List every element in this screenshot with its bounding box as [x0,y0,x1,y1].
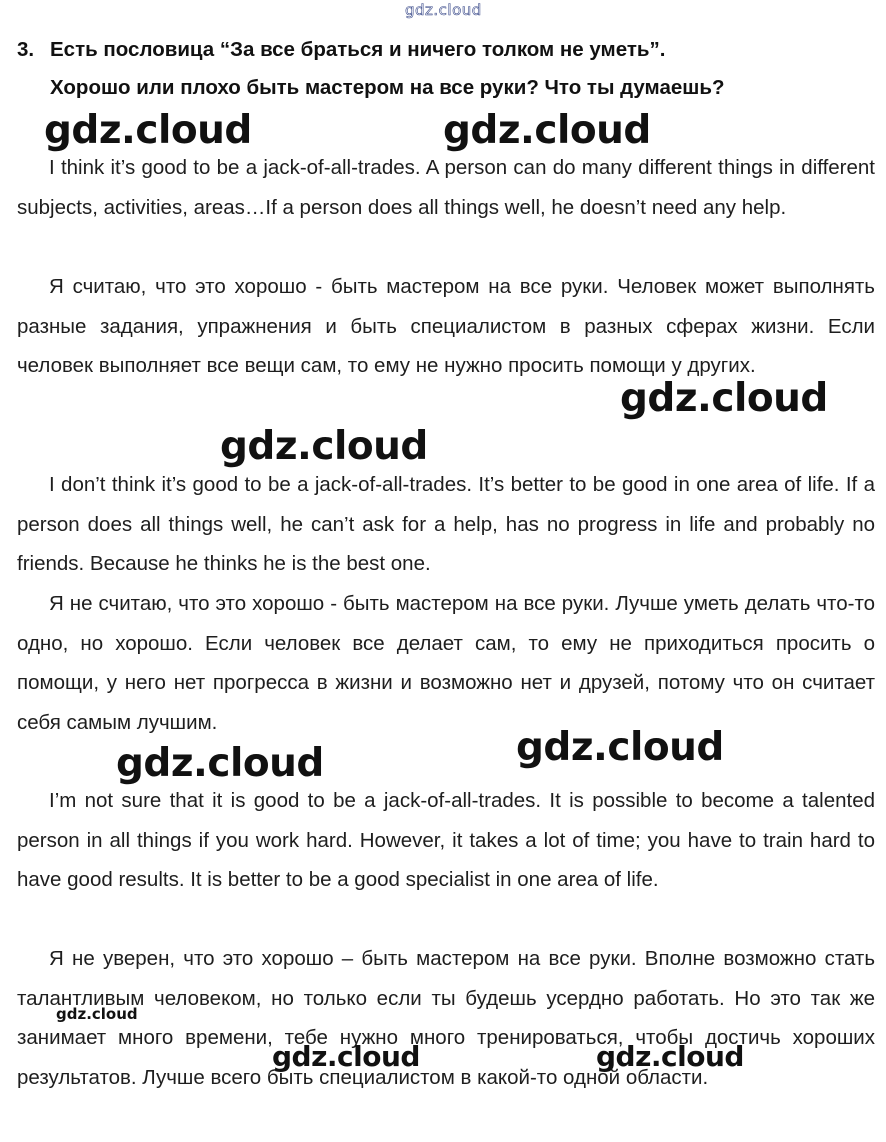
answer-paragraph-2-ru: Я не считаю, что это хорошо - быть мастером на все руки. Лучше уметь делать что-то одно, но хорошо. Если человек все делает сам, то ему не приходиться просить о помощи, у него нет прогресса в жизни и возможно нет и друзей, потому что он считает себя самым лучшим. [17,592,875,734]
watermark: gdz.cloud [443,108,651,153]
watermark-small: gdz.cloud [56,1005,138,1023]
answer-paragraph-3-en: I’m not sure that it is good to be a jack-of-all-trades. It is possible to become a talented person in all things if you work hard. However, it takes a lot of time; you have to train hard to have good results. It is better to be a good specialist in one area of life. [17,789,875,892]
watermark: gdz.cloud [596,1040,744,1073]
question-line-2: Хорошо или плохо быть мастером на все руки? Что ты думаешь? [50,76,725,99]
answer-paragraph-2-en: I don’t think it’s good to be a jack-of-all-trades. It’s better to be good in one area of life. If a person does all things well, he can’t ask for a help, has no progress in life and probably no friends. Because he thinks he is the best one. [17,473,875,576]
watermark: gdz.cloud [44,108,252,153]
answer-paragraph-1-ru: Я считаю, что это хорошо - быть мастером на все руки. Человек может выполнять разные задания, упражнения и быть специалистом в разных сферах жизни. Если человек выполняет все вещи сам, то ему не нужно просить помощи у других. [17,275,875,378]
watermark: gdz.cloud [220,424,428,469]
watermark: gdz.cloud [116,741,324,786]
watermark: gdz.cloud [516,725,724,770]
question-line-1: Есть пословица “За все браться и ничего толком не уметь”. [50,38,666,61]
answer-paragraph-3-ru: Я не уверен, что это хорошо – быть мастером на все руки. Вполне возможно стать талантливым человеком, но только если ты будешь усердно работать. Но это так же занимает много времени, тебе нужно много тренироваться, чтобы достичь хороших результатов. Лучше всего быть специалистом в какой-то одной области. [17,947,875,1089]
watermark-top: gdz.cloud [405,1,482,19]
watermark: gdz.cloud [620,376,828,421]
answer-paragraph-1-en: I think it’s good to be a jack-of-all-trades. A person can do many different things in different subjects, activities, areas…If a person does all things well, he doesn’t need any help. [17,156,875,219]
watermark: gdz.cloud [272,1040,420,1073]
question-number: 3. [17,38,35,61]
